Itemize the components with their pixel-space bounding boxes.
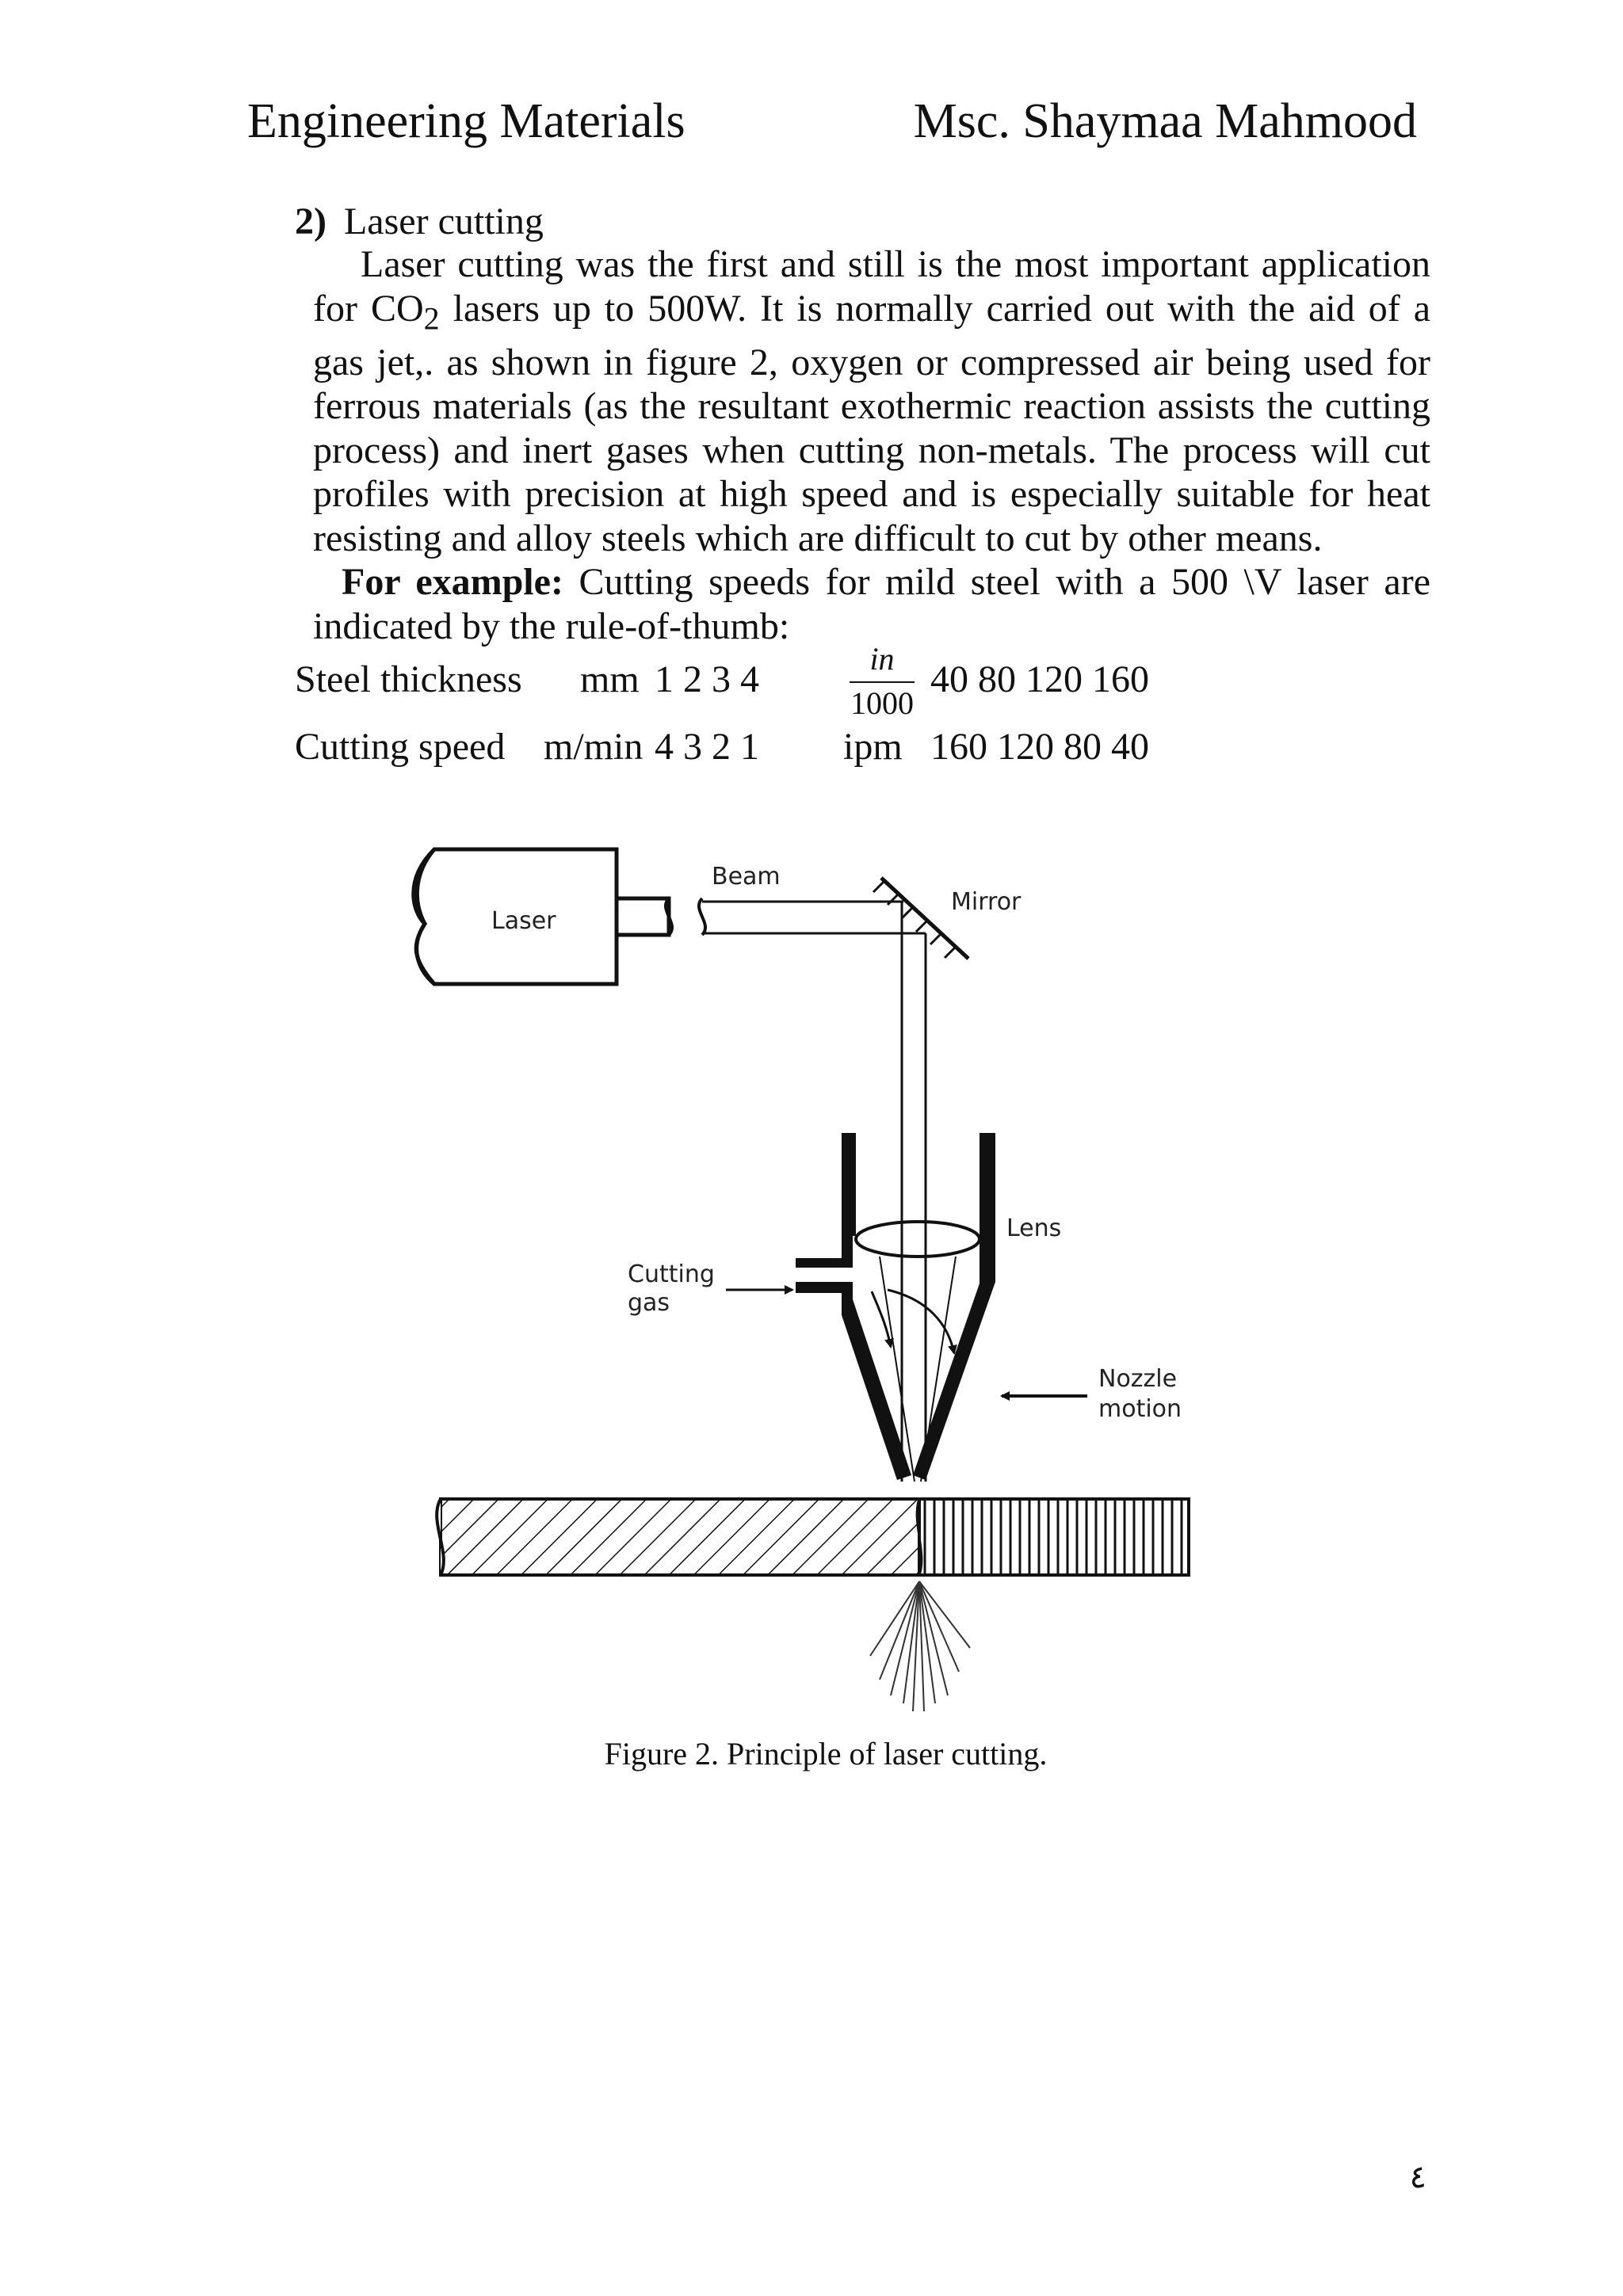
row2-label: Cutting speed xyxy=(295,726,506,768)
label-laser: Laser xyxy=(491,907,556,935)
header-author: Msc. Shaymaa Mahmood xyxy=(913,94,1417,148)
caption-label: Figure 2. xyxy=(604,1736,720,1772)
beam xyxy=(699,898,926,1482)
row1-unit: mm xyxy=(580,658,640,700)
row2-unit: m/min xyxy=(544,726,643,768)
lens xyxy=(856,1222,980,1257)
gas-flow-arrow xyxy=(872,1291,891,1347)
caption-text: Principle of laser cutting. xyxy=(727,1736,1048,1772)
header-title: Engineering Materials xyxy=(247,94,685,148)
row1-values-inch: 40 80 120 160 xyxy=(930,658,1149,700)
example-paragraph: For example: Cutting speeds for mild steel with a 500 \V laser are indicated by the rule-of-thumb: xyxy=(313,561,1431,647)
subscript-2: 2 xyxy=(423,300,440,337)
label-cutting-gas: Cutting xyxy=(628,1261,715,1288)
figure-caption xyxy=(0,1735,1623,1772)
fraction-numerator: in xyxy=(869,641,895,677)
spark-spray xyxy=(870,1581,970,1711)
row2-values-ipm: 160 120 80 40 xyxy=(930,726,1149,768)
row2-unit-ipm: ipm xyxy=(843,726,903,768)
workpiece xyxy=(437,1499,1189,1575)
label-beam: Beam xyxy=(712,863,781,891)
fraction-denominator: 1000 xyxy=(850,685,914,721)
row1-label: Steel thickness xyxy=(295,658,522,700)
row2-values: 4 3 2 1 xyxy=(655,726,759,768)
section-title: Laser cutting xyxy=(343,200,544,242)
label-mirror: Mirror xyxy=(951,888,1022,916)
page-number: ٤ xyxy=(1409,2159,1426,2195)
main-paragraph: Laser cutting was the first and still is the most important application for $CO_2$ lasers up to 500W. It is normally carried out with the aid of a gas jet,. as shown in figure 2, oxygen or compressed air being used for ferrous materials (as the resultant exothermic reaction assists the cutting process) and inert gases when cutting non-metals. The process will cut profiles with precision at high speed and is especially suitable for heat resisting and alloy steels which are difficult to cut by other means. xyxy=(313,243,1430,559)
row1-values: 1 2 3 4 xyxy=(655,658,759,700)
gas-flow-arrow xyxy=(888,1290,954,1353)
example-label: For example: xyxy=(342,561,563,604)
nozzle xyxy=(796,1133,995,1480)
section-number: 2) xyxy=(295,200,327,242)
label-cutting-gas-2: gas xyxy=(628,1289,670,1317)
label-nozzle-motion: Nozzle xyxy=(1098,1365,1178,1393)
label-lens: Lens xyxy=(1006,1215,1062,1242)
label-nozzle-motion-2: motion xyxy=(1098,1395,1182,1423)
